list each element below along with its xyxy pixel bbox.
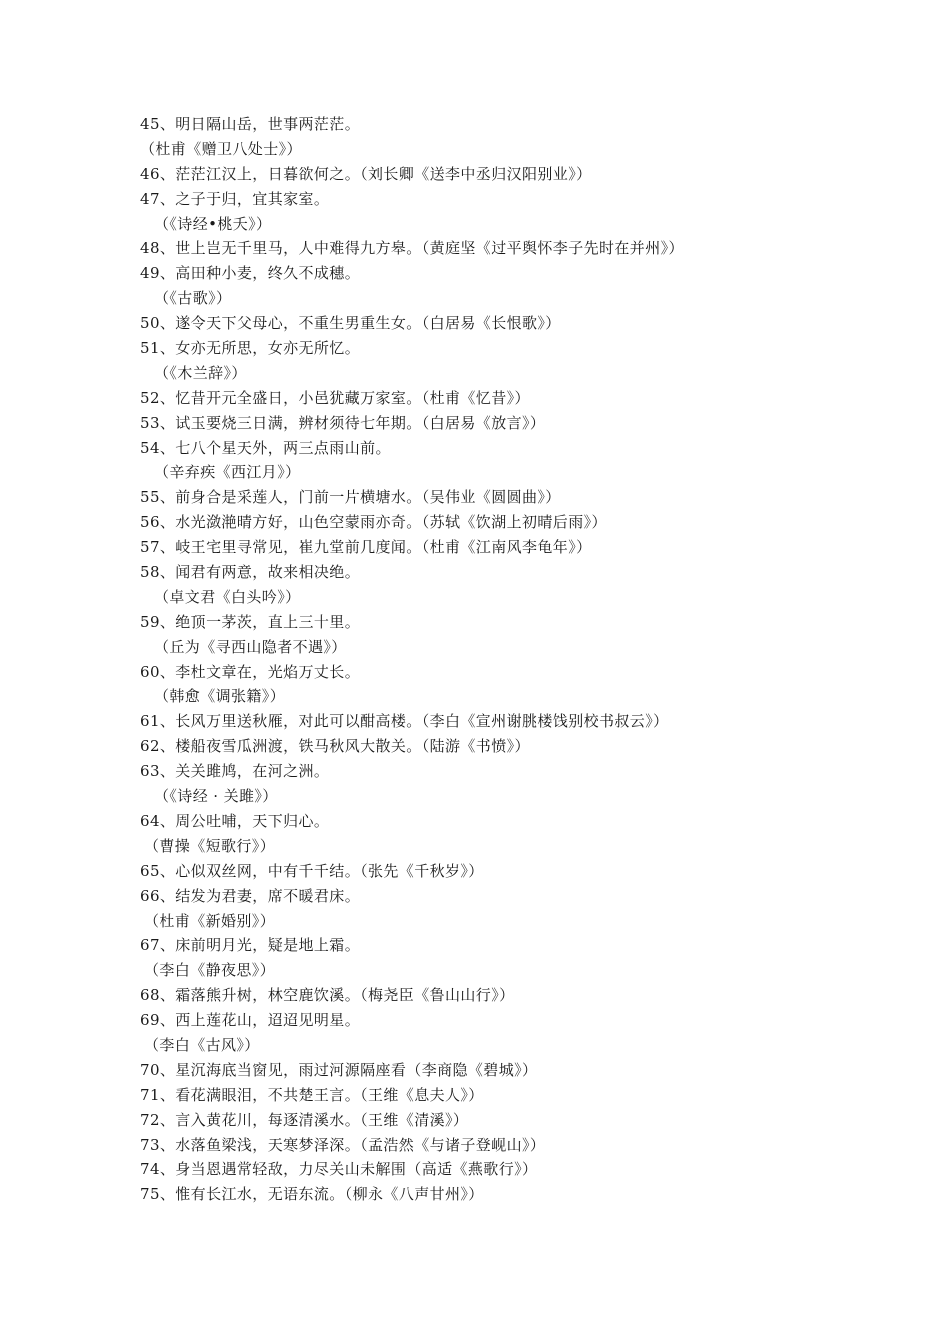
quote-line-57: 57、岐王宅里寻常见，崔九堂前几度闻。（杜甫《江南风李龟年》） — [140, 538, 592, 557]
poem-quote-list — [140, 112, 900, 1207]
quote-line-45: 45、明日隔山岳，世事两茫茫。 — [140, 115, 361, 133]
quote-line-58: 58、闻君有两意，故来相决绝。 — [140, 563, 361, 582]
citation-58: （卓文君《白头吟》） — [154, 587, 301, 606]
quote-line-55: 55、前身合是采莲人，门前一片横塘水。（吴伟业《圆圆曲》） — [140, 488, 561, 507]
quote-line-52: 52、忆昔开元全盛日，小邑犹藏万家室。（杜甫《忆昔》） — [140, 388, 530, 407]
quote-line-53: 53、试玉要烧三日满，辨材须待七年期。（白居易《放言》） — [140, 413, 546, 432]
quote-line-68: 68、霜落熊升树，林空鹿饮溪。（梅尧臣《鲁山山行》） — [140, 986, 515, 1005]
citation-49: （《古歌》） — [154, 289, 232, 308]
citation-63: （《诗经 · 关雎》） — [154, 787, 278, 806]
quote-line-48: 48、世上岂无千里马，人中难得九方皋。（黄庭坚《过平舆怀李子先时在并州》） — [140, 239, 684, 258]
citation-47: （《诗经•桃夭》） — [154, 214, 272, 233]
quote-line-69: 69、西上莲花山，迢迢见明星。 — [140, 1011, 361, 1030]
quote-line-74: 74、身当恩遇常轻敌，力尽关山未解围（高适《燕歌行》） — [140, 1160, 538, 1179]
quote-line-50: 50、遂令天下父母心，不重生男重生女。（白居易《长恨歌》） — [140, 314, 561, 333]
quote-line-65: 65、心似双丝网，中有千千结。（张先《千秋岁》） — [140, 861, 484, 880]
quote-line-73: 73、水落鱼梁浅，天寒梦泽深。（孟浩然《与诸子登岘山》） — [140, 1135, 546, 1154]
citation-54: （辛弃疾《西江月》） — [154, 463, 301, 482]
quote-line-67: 67、床前明月光，疑是地上霜。 — [140, 936, 361, 955]
citation-59: （丘为《寻西山隐者不遇》） — [154, 637, 347, 656]
quote-line-61: 61、长风万里送秋雁，对此可以酣高楼。（李白《宣州谢朓楼饯别校书叔云》） — [140, 712, 669, 731]
quote-line-56: 56、水光潋滟晴方好，山色空蒙雨亦奇。（苏轼《饮湖上初晴后雨》） — [140, 513, 607, 532]
citation-45: （杜甫《赠卫八处士》） — [140, 139, 302, 158]
quote-line-70: 70、星沉海底当窗见，雨过河源隔座看（李商隐《碧城》） — [140, 1060, 538, 1079]
citation-67: （李白《静夜思》） — [144, 961, 276, 980]
quote-line-71: 71、看花满眼泪，不共楚王言。（王维《息夫人》） — [140, 1085, 484, 1104]
quote-line-47: 47、之子于归，宜其家室。 — [140, 189, 330, 208]
quote-line-64: 64、周公吐哺，天下归心。 — [140, 811, 330, 830]
citation-66: （杜甫《新婚别》） — [144, 911, 276, 930]
quote-line-49: 49、高田种小麦，终久不成穗。 — [140, 264, 361, 283]
quote-line-46: 46、茫茫江汉上，日暮欲何之。（刘长卿《送李中丞归汉阳别业》） — [140, 164, 592, 183]
quote-line-51: 51、女亦无所思，女亦无所忆。 — [140, 339, 361, 358]
citation-51: （《木兰辞》） — [154, 363, 247, 382]
citation-60: （韩愈《调张籍》） — [154, 687, 286, 706]
citation-69: （李白《古风》） — [144, 1035, 260, 1054]
quote-line-60: 60、李杜文章在，光焰万丈长。 — [140, 662, 361, 681]
quote-line-72: 72、言入黄花川，每逐清溪水。（王维《清溪》） — [140, 1110, 469, 1129]
quote-line-62: 62、楼船夜雪瓜洲渡，铁马秋风大散关。（陆游《书愤》） — [140, 737, 530, 756]
citation-64: （曹操《短歌行》） — [144, 836, 276, 855]
quote-line-66: 66、结发为君妻，席不暖君床。 — [140, 886, 361, 905]
quote-line-59: 59、绝顶一茅茨，直上三十里。 — [140, 612, 361, 631]
quote-line-75: 75、惟有长江水，无语东流。（柳永《八声甘州》） — [140, 1185, 484, 1204]
quote-line-54: 54、七八个星天外，两三点雨山前。 — [140, 438, 391, 457]
quote-line-63: 63、关关雎鸠，在河之洲。 — [140, 762, 330, 781]
